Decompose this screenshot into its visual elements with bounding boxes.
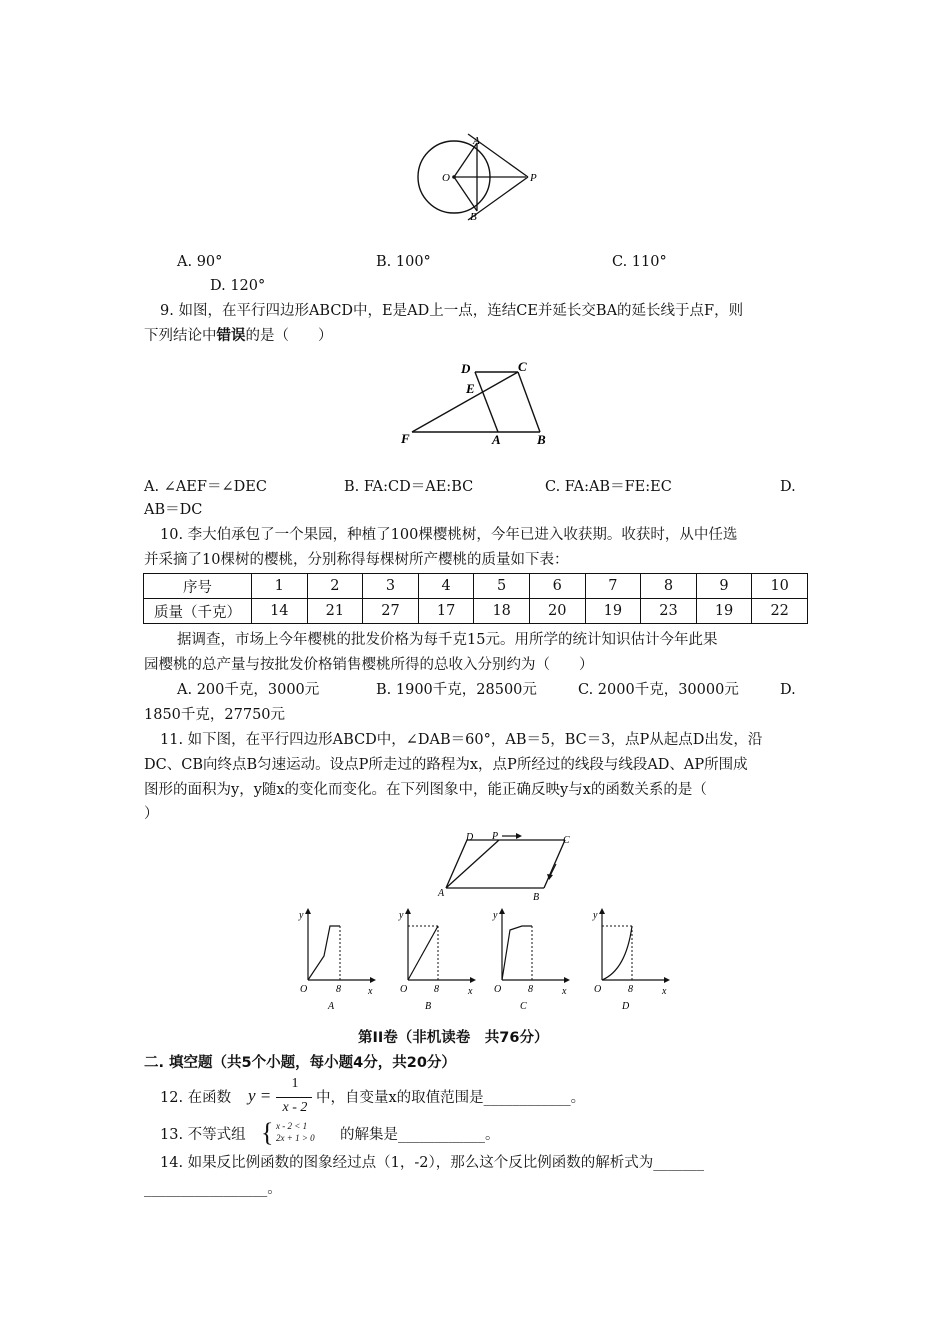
q14-line1: 14. 如果反比例函数的图象经过点（1，-2），那么这个反比例函数的解析式为_______	[160, 1155, 705, 1171]
q9-option-b: B. FA:CD＝AE:BC	[344, 479, 474, 495]
q9-stem-post: 的是（ ）	[245, 328, 333, 344]
q9-label-a: A	[492, 432, 501, 447]
q13-post: 的解集是____________。	[340, 1127, 500, 1143]
q12-fraction-bar	[276, 1097, 312, 1098]
q11-graph-b-eight: 8	[434, 984, 439, 995]
q11-graph-b	[388, 902, 478, 1012]
q8-label-a: A	[473, 135, 480, 147]
q9-stem-line2	[144, 326, 333, 346]
q11-graph-c	[482, 902, 572, 1012]
q13-brace: {	[261, 1118, 274, 1147]
q11-label-d: D	[466, 832, 474, 843]
q11-graph-b-name: B	[425, 1001, 432, 1012]
q8-label-b: B	[470, 211, 477, 223]
q13-line2: 2x + 1 > 0	[276, 1133, 315, 1143]
table-header-index: 序号	[144, 574, 252, 599]
q10-option-d: D.	[780, 682, 796, 698]
q9-stem-pre: 下列结论中	[144, 328, 217, 344]
q11-graph-a-x-label: x	[368, 986, 373, 997]
q11-graph-d-x-label: x	[662, 986, 667, 997]
table-cell: 21	[307, 599, 363, 624]
q8-label-p: P	[530, 172, 537, 184]
q8-option-c: C. 110°	[612, 254, 667, 270]
table-cell: 17	[418, 599, 474, 624]
q11-graph-a-y-label: y	[299, 910, 304, 921]
table-row	[144, 599, 808, 624]
q11-label-p: P	[492, 831, 499, 842]
q11-graph-a-name: A	[328, 1001, 335, 1012]
q8-option-a: A. 90°	[177, 254, 223, 270]
q11-label-a: A	[438, 888, 445, 899]
table-cell: 1	[252, 574, 308, 599]
table-cell: 18	[474, 599, 530, 624]
q11-graph-d	[582, 902, 672, 1012]
q10-option-c: C. 2000千克，30000元	[578, 682, 739, 698]
table-cell: 5	[474, 574, 530, 599]
section-heading: 二. 填空题（共5个小题，每小题4分，共20分）	[144, 1055, 456, 1071]
q11-label-c: C	[563, 835, 570, 846]
q10-after-line1: 据调查，市场上今年樱桃的批发价格为每千克15元。用所学的统计知识估计今年此果	[177, 632, 718, 648]
q11-graph-a-eight: 8	[336, 984, 341, 995]
q9-option-a: A. ∠AEF＝∠DEC	[144, 479, 267, 495]
q9-stem-line1: 9. 如图，在平行四边形ABCD中，E是AD上一点，连结CE并延长交BA的延长线于点F，则	[160, 303, 744, 319]
table-row	[144, 574, 808, 599]
q9-label-c: C	[518, 359, 527, 374]
q14-line2: _________________。	[144, 1181, 282, 1197]
q9-label-f: F	[401, 431, 410, 446]
q11-graph-d-eight: 8	[628, 984, 633, 995]
q10-option-a: A. 200千克，3000元	[177, 682, 320, 698]
q11-stem-line1: 11. 如下图，在平行四边形ABCD中，∠DAB＝60°，AB＝5，BC＝3，点P从起点D出发，沿	[160, 732, 763, 748]
q12-pre: 12. 在函数	[160, 1090, 232, 1106]
table-cell: 20	[529, 599, 585, 624]
q8-label-o: O	[442, 172, 450, 184]
q11-graph-d-name: D	[622, 1001, 630, 1012]
q8-circle-tangent-figure	[410, 132, 550, 224]
q11-graph-b-y-label: y	[399, 910, 404, 921]
q9-option-d-text: AB＝DC	[144, 502, 203, 518]
q11-parallelogram-figure	[432, 828, 582, 906]
table-cell: 19	[696, 599, 752, 624]
q11-graph-a	[288, 902, 378, 1012]
q11-graph-c-name: C	[520, 1001, 527, 1012]
q8-option-d: D. 120°	[210, 278, 266, 294]
q10-stem-line1: 10. 李大伯承包了一个果园，种植了100棵樱桃树，今年已进入收获期。收获时，从中任选	[160, 527, 738, 543]
q10-data-table	[143, 573, 808, 624]
q11-stem-line4: ）	[144, 806, 159, 822]
q11-graph-d-y-label: y	[593, 910, 598, 921]
q9-stem-bold: 错误	[216, 328, 246, 344]
q9-label-e: E	[466, 381, 475, 396]
q12-denominator: x - 2	[282, 1100, 308, 1115]
table-header-mass: 质量（千克）	[144, 599, 252, 624]
table-cell: 7	[585, 574, 641, 599]
q10-option-d-text: 1850千克，27750元	[144, 707, 286, 723]
q9-parallelogram-figure	[398, 358, 558, 450]
q11-graph-d-origin: O	[594, 984, 602, 995]
q13-pre: 13. 不等式组	[160, 1127, 246, 1143]
q11-graph-a-origin: O	[300, 984, 308, 995]
q9-option-d: D.	[780, 479, 796, 495]
table-cell: 14	[252, 599, 308, 624]
q10-stem-line2: 并采摘了10棵树的樱桃，分别称得每棵树所产樱桃的质量如下表：	[144, 552, 569, 568]
q8-option-b: B. 100°	[376, 254, 431, 270]
q10-option-b: B. 1900千克，28500元	[376, 682, 537, 698]
table-cell: 6	[529, 574, 585, 599]
q11-graph-c-x-label: x	[562, 986, 567, 997]
q12-post: 中，自变量x的取值范围是____________。	[316, 1090, 586, 1106]
table-cell: 22	[752, 599, 808, 624]
table-cell: 23	[641, 599, 697, 624]
q11-stem-line2: DC、CB向终点B匀速运动。设点P所走过的路程为x，点P所经过的线段与线段AD、AP所围成	[144, 757, 748, 773]
q9-label-b: B	[537, 432, 546, 447]
q11-graph-c-eight: 8	[528, 984, 533, 995]
q13-line1: x - 2 < 1	[276, 1121, 308, 1131]
q12-y: y =	[248, 1086, 272, 1105]
table-cell: 3	[363, 574, 419, 599]
q12-numerator: 1	[291, 1076, 299, 1091]
q9-label-d: D	[461, 361, 471, 376]
q11-graph-c-origin: O	[494, 984, 502, 995]
q10-after-line2: 园樱桃的总产量与按批发价格销售樱桃所得的总收入分别约为（ ）	[144, 657, 594, 673]
table-cell: 2	[307, 574, 363, 599]
volume-title: 第II卷（非机读卷 共76分）	[358, 1030, 549, 1046]
q11-graph-c-y-label: y	[493, 910, 498, 921]
q11-graph-b-origin: O	[400, 984, 408, 995]
q11-stem-line3: 图形的面积为y，y随x的变化而变化。在下列图象中，能正确反映y与x的函数关系的是（	[144, 782, 707, 798]
table-cell: 4	[418, 574, 474, 599]
table-cell: 19	[585, 599, 641, 624]
table-cell: 8	[641, 574, 697, 599]
table-cell: 9	[696, 574, 752, 599]
q9-option-c: C. FA:AB＝FE:EC	[545, 479, 672, 495]
table-cell: 10	[752, 574, 808, 599]
q11-label-b: B	[533, 892, 540, 903]
table-cell: 27	[363, 599, 419, 624]
q11-graph-b-x-label: x	[468, 986, 473, 997]
